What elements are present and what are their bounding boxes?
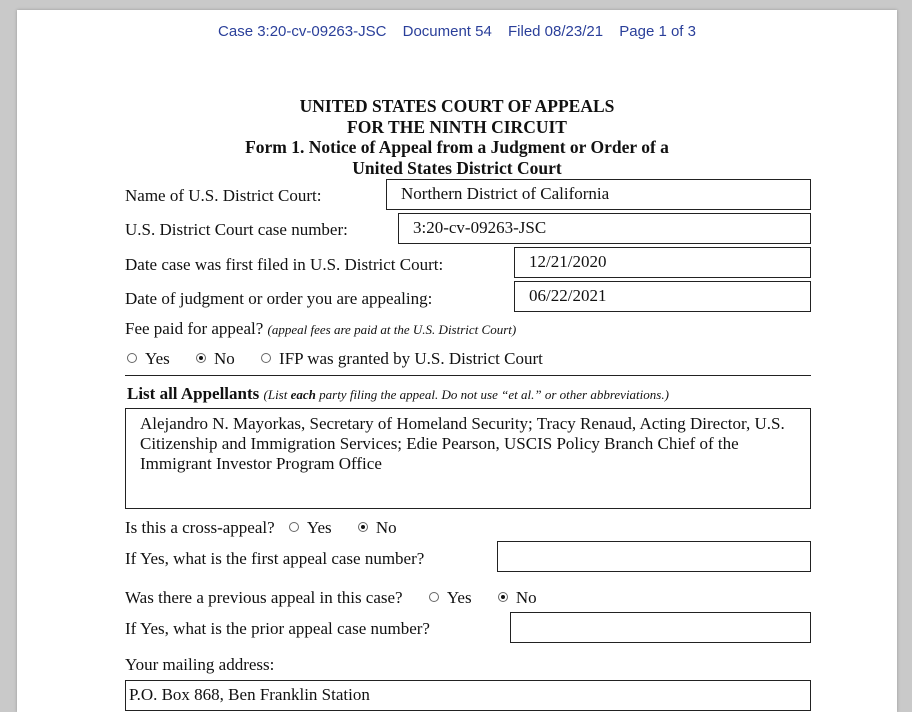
previous-appeal-label: Was there a previous appeal in this case? [125, 588, 403, 607]
document-page [17, 10, 897, 712]
previous-appeal-yes-label: Yes [446, 588, 472, 607]
cross-appeal-label: Is this a cross-appeal? [125, 518, 275, 537]
header-case: Case 3:20-cv-09263-JSC [218, 23, 387, 40]
header-document: Document 54 [402, 23, 492, 40]
date-filed-field[interactable]: 12/21/2020 [514, 247, 811, 278]
section-divider [125, 375, 811, 376]
court-name-field[interactable]: Northern District of California [386, 179, 811, 210]
cross-appeal-yes-label: Yes [306, 518, 332, 537]
fee-label: Fee paid for appeal? [125, 319, 264, 338]
date-judgment-label: Date of judgment or order you are appealing: [125, 289, 433, 308]
case-number-label: U.S. District Court case number: [125, 220, 348, 239]
fee-option-no[interactable] [196, 349, 235, 369]
appellants-note-pre: (List [263, 387, 291, 402]
mailing-address-label: Your mailing address: [125, 655, 275, 674]
case-number-field[interactable]: 3:20-cv-09263-JSC [398, 213, 811, 244]
header-page: Page 1 of 3 [619, 23, 696, 40]
cross-appeal-no-label: No [375, 518, 397, 537]
fee-option-ifp-label: IFP was granted by U.S. District Court [279, 349, 543, 368]
date-judgment-field[interactable]: 06/22/2021 [514, 281, 811, 312]
prior-appeal-case-field[interactable] [510, 612, 811, 643]
radio-empty-icon [261, 353, 271, 363]
fee-option-ifp[interactable] [261, 349, 543, 369]
mailing-address-field[interactable]: P.O. Box 868, Ben Franklin Station [125, 680, 811, 711]
prior-appeal-case-label: If Yes, what is the prior appeal case number? [125, 619, 430, 638]
radio-empty-icon [429, 592, 439, 602]
appellants-note [264, 387, 669, 402]
fee-option-yes[interactable] [127, 349, 170, 369]
fee-question [125, 319, 516, 339]
fee-note: (appeal fees are paid at the U.S. District Court) [267, 322, 517, 337]
radio-selected-icon [498, 592, 508, 602]
previous-appeal-no-label: No [515, 588, 537, 607]
appellants-heading [127, 384, 669, 404]
radio-empty-icon [127, 353, 137, 363]
appellants-title: List all Appellants [127, 384, 260, 403]
title-line-1: UNITED STATES COURT OF APPEALS [299, 96, 615, 116]
fee-options [127, 349, 565, 369]
cross-appeal-yes[interactable] [289, 518, 332, 538]
previous-appeal-yes[interactable] [429, 588, 472, 608]
previous-appeal-no[interactable] [498, 588, 537, 608]
cross-appeal-row [125, 518, 419, 538]
first-appeal-case-field[interactable] [497, 541, 811, 572]
date-filed-label: Date case was first filed in U.S. District Court: [125, 255, 444, 274]
previous-appeal-row [125, 588, 559, 608]
fee-option-no-label: No [214, 349, 235, 368]
appellants-note-post: party filing the appeal. Do not use “et al.” or other abbreviations.) [315, 387, 669, 402]
court-name-label: Name of U.S. District Court: [125, 186, 322, 205]
title-line-3: Form 1. Notice of Appeal from a Judgment or Order of a [245, 137, 669, 157]
radio-selected-icon [358, 522, 368, 532]
radio-empty-icon [289, 522, 299, 532]
appellants-note-bold: each [290, 387, 316, 402]
title-line-2: FOR THE NINTH CIRCUIT [347, 116, 567, 137]
radio-selected-icon [196, 353, 206, 363]
form-title [17, 96, 897, 178]
cross-appeal-no[interactable] [358, 518, 397, 538]
filing-header [17, 23, 897, 40]
first-appeal-case-label: If Yes, what is the first appeal case number? [125, 549, 425, 568]
header-filed: Filed 08/23/21 [508, 23, 604, 40]
title-line-4: United States District Court [352, 157, 562, 178]
appellants-field[interactable]: Alejandro N. Mayorkas, Secretary of Homeland Security; Tracy Renaud, Acting Director, U.S. Citizenship and Immigration Services; Edie Pearson, USCIS Policy Branch Chief of the Immigrant Investor Program Office [125, 408, 811, 509]
fee-option-yes-label: Yes [145, 349, 170, 368]
